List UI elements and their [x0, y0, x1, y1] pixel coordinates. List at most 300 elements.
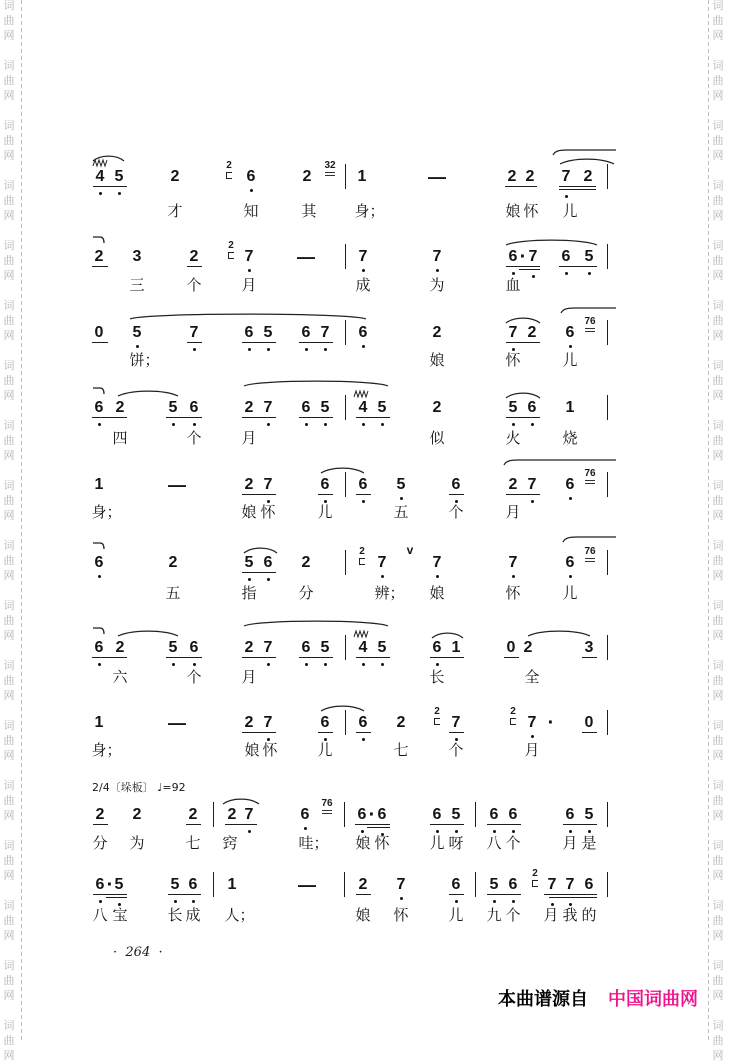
- barline: [345, 635, 346, 660]
- low-octave-dot: [569, 575, 572, 578]
- lyric: 是: [581, 834, 597, 852]
- low-octave-dot: [250, 189, 253, 192]
- lyric: 个: [448, 503, 464, 521]
- note: 6: [508, 248, 518, 265]
- note: 5: [244, 554, 254, 571]
- beam-underline: [356, 417, 390, 418]
- note: 7: [263, 639, 273, 656]
- low-octave-dot: [436, 830, 439, 833]
- watermark-char: 网: [3, 149, 15, 162]
- note: 5: [168, 639, 178, 656]
- watermark-char: 网: [3, 209, 15, 222]
- low-octave-dot: [362, 663, 365, 666]
- augmentation-dot: ·: [368, 804, 376, 826]
- note: 6: [244, 324, 254, 341]
- note: 2: [302, 168, 312, 185]
- note: 5: [489, 876, 499, 893]
- note: 6: [301, 639, 311, 656]
- lyric: 其: [301, 202, 317, 220]
- beam-underline: [487, 824, 521, 825]
- lyric: 宝: [112, 906, 128, 924]
- lyric: 怀: [505, 584, 521, 602]
- watermark-char: 词: [712, 0, 724, 12]
- beam-underline: [504, 657, 519, 658]
- low-octave-dot: [362, 269, 365, 272]
- watermark-char: 曲: [3, 734, 15, 747]
- low-octave-dot: [362, 423, 365, 426]
- barline: [607, 244, 608, 269]
- watermark-char: 曲: [3, 74, 15, 87]
- watermark-char: 网: [712, 449, 724, 462]
- note: 2: [95, 806, 105, 823]
- note: 6: [320, 714, 330, 731]
- low-octave-dot: [99, 900, 102, 903]
- lyric: 月: [543, 906, 559, 924]
- note: 1: [565, 399, 575, 416]
- lyric: 身；: [91, 741, 122, 759]
- note: 6: [357, 806, 367, 823]
- beam-underline: [186, 824, 201, 825]
- page-number: · 264 ·: [113, 945, 163, 960]
- note: 5: [396, 476, 406, 493]
- note: 2: [227, 806, 237, 823]
- watermark-char: 曲: [3, 1034, 15, 1047]
- beam-underline: [187, 266, 202, 267]
- note: 7: [263, 399, 273, 416]
- note: 2: [189, 248, 199, 265]
- beam-underline: [559, 186, 596, 187]
- beam-underline: [559, 189, 596, 190]
- barline: [607, 635, 608, 660]
- lyric: 我: [562, 906, 578, 924]
- beam-underline: [449, 894, 464, 895]
- lyric: 儿: [317, 503, 333, 521]
- note: 7: [263, 714, 273, 731]
- beam-underline: [506, 417, 540, 418]
- watermark-char: 词: [3, 539, 15, 552]
- note: 7: [451, 714, 461, 731]
- note: 5: [132, 324, 142, 341]
- low-octave-dot: [569, 345, 572, 348]
- note: 2: [432, 399, 442, 416]
- watermark-char: 网: [712, 389, 724, 402]
- watermark-char: 词: [712, 719, 724, 732]
- watermark-char: 曲: [712, 554, 724, 567]
- note: 7: [527, 476, 537, 493]
- note: 6: [246, 168, 256, 185]
- watermark-char: 词: [3, 239, 15, 252]
- watermark-char: 曲: [3, 374, 15, 387]
- low-octave-dot: [98, 575, 101, 578]
- note: 7: [527, 714, 537, 731]
- grace-hook-icon: [322, 810, 332, 814]
- grace-hook-icon: [585, 328, 595, 332]
- lyric: 分: [298, 584, 314, 602]
- beam-underline: [93, 186, 127, 187]
- footer-site-name: 中国词曲网: [608, 989, 698, 1010]
- low-octave-dot: [455, 830, 458, 833]
- lyric: 八: [92, 906, 108, 924]
- lyric: 儿: [562, 202, 578, 220]
- beam-underline: [166, 657, 202, 658]
- low-octave-dot: [98, 663, 101, 666]
- barline: [607, 710, 608, 735]
- note: 0: [94, 324, 104, 341]
- beam-underline: [430, 824, 464, 825]
- beam-underline: [225, 824, 257, 825]
- lyric: 身；: [91, 503, 122, 521]
- barline: [607, 550, 608, 575]
- lyric: 的: [581, 906, 597, 924]
- low-octave-dot: [362, 738, 365, 741]
- low-octave-dot: [512, 575, 515, 578]
- lyric: 怀: [260, 503, 276, 521]
- beam-underline: [356, 657, 390, 658]
- grace-hook-icon: [532, 880, 538, 887]
- note: 6: [565, 806, 575, 823]
- lyric: 怀: [374, 834, 390, 852]
- note: 2: [358, 876, 368, 893]
- beam-underline: [242, 657, 276, 658]
- watermark-char: 网: [712, 509, 724, 522]
- grace-hook-icon: [359, 558, 365, 565]
- beam-underline: [92, 657, 127, 658]
- note: 2: [115, 639, 125, 656]
- watermark-char: 词: [712, 239, 724, 252]
- lyric: 三: [129, 276, 145, 294]
- watermark-char: 网: [712, 689, 724, 702]
- lyric: 为: [429, 276, 445, 294]
- low-octave-dot: [99, 192, 102, 195]
- barline: [345, 550, 346, 575]
- watermark-char: 曲: [3, 794, 15, 807]
- low-octave-dot: [305, 663, 308, 666]
- note: 7: [432, 554, 442, 571]
- low-octave-dot: [267, 423, 270, 426]
- watermark-char: 词: [3, 419, 15, 432]
- beam-underline: [299, 657, 333, 658]
- lyric: 知: [243, 202, 259, 220]
- lyric: 辨；: [374, 584, 405, 602]
- beam-underline: [242, 732, 276, 733]
- watermark-char: 网: [3, 629, 15, 642]
- low-octave-dot: [361, 830, 364, 833]
- lyric: 全: [524, 668, 540, 686]
- note: 2: [188, 806, 198, 823]
- barline: [475, 872, 476, 897]
- lyric: 为: [129, 834, 145, 852]
- low-octave-dot: [512, 272, 515, 275]
- low-octave-dot: [118, 192, 121, 195]
- note: 7: [244, 806, 254, 823]
- low-octave-dot: [136, 345, 139, 348]
- watermark-char: 词: [3, 599, 15, 612]
- lyric: 娘: [429, 584, 445, 602]
- watermark-char: 曲: [712, 494, 724, 507]
- watermark-char: 曲: [712, 854, 724, 867]
- watermark-char: 词: [712, 419, 724, 432]
- beam-underline: [242, 494, 276, 495]
- beam-underline: [168, 894, 201, 895]
- watermark-char: 词: [3, 1019, 15, 1032]
- lyric: 八: [486, 834, 502, 852]
- note: 5: [263, 324, 273, 341]
- low-octave-dot: [493, 830, 496, 833]
- barline: [344, 872, 345, 897]
- low-octave-dot: [436, 663, 439, 666]
- low-octave-dot: [493, 900, 496, 903]
- low-octave-dot: [248, 830, 251, 833]
- watermark-char: 曲: [712, 134, 724, 147]
- watermark-char: 曲: [3, 434, 15, 447]
- low-octave-dot: [248, 578, 251, 581]
- note: 1: [357, 168, 367, 185]
- watermark-char: 网: [3, 509, 15, 522]
- watermark-char: 网: [3, 269, 15, 282]
- barline: [344, 802, 345, 827]
- beam-underline: [487, 894, 521, 895]
- watermark-char: 网: [712, 89, 724, 102]
- note: 2: [583, 168, 593, 185]
- lyric: 七: [185, 834, 201, 852]
- note: 2: [170, 168, 180, 185]
- low-octave-dot: [588, 272, 591, 275]
- lyric: 怀: [505, 351, 521, 369]
- lyric: 火: [505, 429, 521, 447]
- watermark-char: 曲: [712, 734, 724, 747]
- beam-underline: [106, 897, 127, 898]
- watermark-char: 曲: [712, 374, 724, 387]
- watermark-char: 曲: [3, 254, 15, 267]
- watermark-char: 词: [712, 659, 724, 672]
- note: 6: [489, 806, 499, 823]
- low-octave-dot: [381, 575, 384, 578]
- watermark-char: 网: [712, 809, 724, 822]
- note: 6: [358, 714, 368, 731]
- note: 6: [565, 476, 575, 493]
- lyric: 分: [92, 834, 108, 852]
- low-octave-dot: [569, 830, 572, 833]
- watermark-char: 词: [3, 839, 15, 852]
- note: 1: [227, 876, 237, 893]
- watermark-char: 词: [3, 119, 15, 132]
- note: 5: [508, 399, 518, 416]
- note: 7: [377, 554, 387, 571]
- watermark-char: 词: [3, 359, 15, 372]
- lyric: 月: [524, 741, 540, 759]
- note: 6: [451, 476, 461, 493]
- low-octave-dot: [174, 900, 177, 903]
- watermark-char: 词: [3, 59, 15, 72]
- lyric: 娘: [429, 351, 445, 369]
- note: 3: [584, 639, 594, 656]
- watermark-char: 网: [3, 749, 15, 762]
- note: 5: [114, 876, 124, 893]
- note: 6: [94, 554, 104, 571]
- note: 1: [94, 476, 104, 493]
- low-octave-dot: [565, 195, 568, 198]
- watermark-char: 网: [712, 749, 724, 762]
- watermark-char: 曲: [712, 914, 724, 927]
- watermark-char: 网: [712, 269, 724, 282]
- note: 2: [396, 714, 406, 731]
- beam-underline: [563, 824, 597, 825]
- watermark-char: 曲: [3, 674, 15, 687]
- watermark-char: 曲: [712, 74, 724, 87]
- lyric: 烧: [562, 429, 578, 447]
- low-octave-dot: [512, 423, 515, 426]
- grace-note: 76: [584, 546, 596, 557]
- low-octave-dot: [305, 348, 308, 351]
- grace-note: 76: [321, 798, 333, 809]
- watermark-char: 网: [3, 329, 15, 342]
- watermark-char: 网: [3, 1049, 15, 1062]
- beam-underline: [92, 342, 108, 343]
- low-octave-dot: [305, 423, 308, 426]
- note: 4: [358, 399, 368, 416]
- lyric: 月: [241, 276, 257, 294]
- note: 6: [527, 399, 537, 416]
- low-octave-dot: [436, 575, 439, 578]
- lyric: 饼；: [129, 351, 160, 369]
- lyric: 呀: [448, 834, 464, 852]
- note: 7: [508, 554, 518, 571]
- low-octave-dot: [267, 348, 270, 351]
- lyric: 才: [167, 202, 183, 220]
- note: 6: [188, 876, 198, 893]
- beam-underline: [242, 572, 276, 573]
- note: 5: [584, 248, 594, 265]
- watermark-char: 网: [712, 989, 724, 1002]
- note: 6: [451, 876, 461, 893]
- note: 2: [527, 324, 537, 341]
- watermark-char: 网: [712, 629, 724, 642]
- low-octave-dot: [362, 345, 365, 348]
- beam-underline: [318, 732, 333, 733]
- low-octave-dot: [532, 275, 535, 278]
- note: 2: [525, 168, 535, 185]
- lyric: 娘: [244, 741, 260, 759]
- watermark-char: 词: [712, 359, 724, 372]
- beam-underline: [582, 732, 597, 733]
- beam-underline: [582, 657, 597, 658]
- sustain-dash: —: [168, 713, 186, 733]
- footer-source-label: 本曲谱源自: [498, 989, 588, 1010]
- watermark-char: 曲: [3, 14, 15, 27]
- watermark-char: 词: [712, 179, 724, 192]
- watermark-char: 曲: [712, 614, 724, 627]
- beam-underline: [505, 186, 537, 187]
- note: 2: [508, 476, 518, 493]
- low-octave-dot: [569, 497, 572, 500]
- lyric: 身；: [354, 202, 385, 220]
- barline: [607, 472, 608, 497]
- note: 7: [565, 876, 575, 893]
- beam-underline: [449, 732, 464, 733]
- note: 6: [358, 476, 368, 493]
- note: 5: [114, 168, 124, 185]
- low-octave-dot: [304, 827, 307, 830]
- note: 6: [561, 248, 571, 265]
- watermark-char: 曲: [3, 614, 15, 627]
- beam-underline: [449, 494, 464, 495]
- low-octave-dot: [193, 663, 196, 666]
- lyric: 儿: [562, 584, 578, 602]
- watermark-char: 网: [712, 1049, 724, 1062]
- grace-hook-icon: [585, 480, 595, 484]
- note: 5: [377, 639, 387, 656]
- lyric: 个: [186, 276, 202, 294]
- note: 7: [358, 248, 368, 265]
- watermark-char: 曲: [712, 194, 724, 207]
- note: 7: [561, 168, 571, 185]
- beam-underline: [242, 417, 276, 418]
- grace-note: 76: [584, 316, 596, 327]
- watermark-char: 曲: [3, 914, 15, 927]
- note: 1: [94, 714, 104, 731]
- lyric: 月: [241, 668, 257, 686]
- low-octave-dot: [588, 830, 591, 833]
- beam-underline: [506, 494, 540, 495]
- watermark-char: 词: [3, 899, 15, 912]
- grace-note: 32: [324, 160, 336, 171]
- beam-underline: [430, 657, 464, 658]
- barline: [345, 395, 346, 420]
- watermark-char: 网: [3, 989, 15, 1002]
- note: 2: [523, 639, 533, 656]
- watermark-char: 网: [712, 329, 724, 342]
- lyric: 个: [186, 429, 202, 447]
- watermark-char: 曲: [3, 494, 15, 507]
- watermark-char: 网: [712, 569, 724, 582]
- low-octave-dot: [436, 269, 439, 272]
- low-octave-dot: [512, 900, 515, 903]
- watermark-char: 网: [3, 29, 15, 42]
- beam-underline: [299, 342, 333, 343]
- watermark-char: 网: [712, 149, 724, 162]
- barline: [607, 164, 608, 189]
- watermark-char: 词: [3, 479, 15, 492]
- lyric: 娘: [241, 503, 257, 521]
- sustain-dash: —: [298, 875, 316, 895]
- low-octave-dot: [267, 663, 270, 666]
- watermark-char: 词: [712, 119, 724, 132]
- watermark-char: 曲: [3, 854, 15, 867]
- low-octave-dot: [381, 423, 384, 426]
- low-octave-dot: [531, 735, 534, 738]
- watermark-char: 词: [3, 0, 15, 12]
- low-octave-dot: [531, 500, 534, 503]
- beam-underline: [356, 494, 371, 495]
- note: 2: [244, 399, 254, 416]
- barline: [475, 802, 476, 827]
- grace-note: 2: [226, 160, 232, 171]
- lyric: 怀: [523, 202, 539, 220]
- lyric: 月: [505, 503, 521, 521]
- watermark-char: 词: [712, 299, 724, 312]
- note: 2: [244, 714, 254, 731]
- note: 7: [263, 476, 273, 493]
- low-octave-dot: [193, 423, 196, 426]
- lyric: 儿: [429, 834, 445, 852]
- note: 4: [95, 168, 105, 185]
- note: 5: [170, 876, 180, 893]
- breath-mark-icon: v: [406, 543, 414, 557]
- barline: [213, 872, 214, 897]
- watermark-char: 网: [3, 569, 15, 582]
- low-octave-dot: [512, 830, 515, 833]
- barline: [345, 710, 346, 735]
